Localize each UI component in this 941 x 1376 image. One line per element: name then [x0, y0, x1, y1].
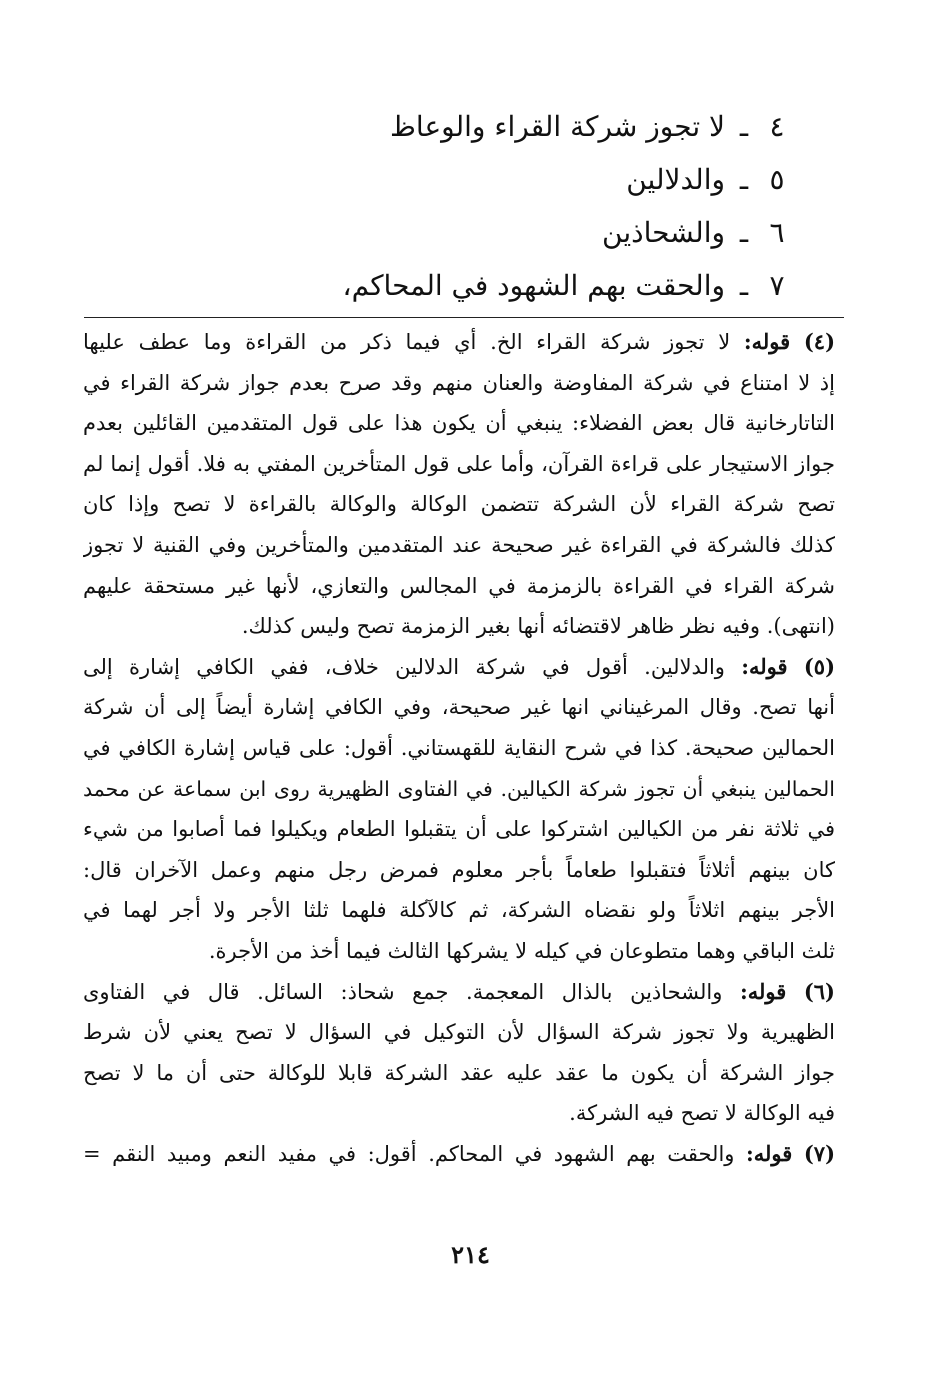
commentary-line: الظهيرية ولا تجوز شركة السؤال لأن التوكيل في السؤال لا تصح يعني لأن شرط	[83, 1020, 835, 1045]
commentary-line: كان بينهم أثلاثاً فتقبلوا طعاماً بأجر معلوم فمرض رجل منهم وعمل الآخران قال:	[83, 857, 835, 882]
matn-line-4	[291, 100, 791, 153]
commentary-line: (انتهى). وفيه نظر ظاهر لاقتضائه أنها بغير الزمزمة تصح وليس كذلك.	[241, 614, 835, 639]
matn-dash: ـ	[739, 269, 749, 302]
note-label: قوله:	[741, 653, 788, 679]
line-text: لا تجوز شركة القراء الخ. أي فيما ذكر من القراءة وما عطف عليها	[83, 330, 731, 354]
matn-number: ٥	[769, 163, 785, 196]
commentary-line: جواز الاستيجار على قراءة القرآن، وأما على قول المتأخرين المفتي به فلا. أقول إنما لم	[83, 451, 835, 476]
commentary-line	[83, 1134, 835, 1175]
matn-line-text: والشحاذين	[602, 216, 725, 249]
note-number: (٧)	[803, 1140, 835, 1166]
commentary-line: التاتارخانية قال بعض الفضلاء: ينبغي أن يكون هذا على قول المتقدمين القائلين بعدم	[83, 411, 835, 436]
note-label: قوله:	[745, 1140, 793, 1166]
page-number: ٢١٤	[451, 1240, 490, 1269]
commentary-paragraph-6	[83, 972, 835, 1134]
matn-line-text: لا تجوز شركة القراء والوعاظ	[390, 110, 725, 143]
commentary-line: إذ لا امتناع في شركة المفاوضة والعنان منهم وقد صرح بعدم جواز شركة القراء في	[83, 370, 835, 395]
matn-dash: ـ	[739, 110, 749, 143]
commentary-line: كذلك فالشركة في القراءة غير صحيحة عند المتقدمين والمتأخرين وفي القنية لا تجوز	[83, 532, 835, 557]
separator-rule	[84, 317, 844, 318]
matn-dash: ـ	[739, 216, 749, 249]
matn-line-7	[291, 259, 791, 312]
commentary-paragraph-4	[83, 322, 835, 647]
commentary	[83, 322, 835, 1174]
matn-number: ٤	[769, 110, 785, 143]
commentary-line	[83, 322, 835, 363]
commentary-line	[83, 972, 835, 1013]
commentary-paragraph-7	[83, 1134, 835, 1175]
commentary-line: فيه الوكالة لا تصح فيه الشركة.	[569, 1101, 835, 1126]
commentary-line: أنها تصح. وقال المرغيناني انها غير صحيحة، وفي الكافي إشارة أيضاً إلى أن شركة	[83, 695, 835, 720]
matn-number: ٦	[769, 216, 785, 249]
note-number: (٤)	[803, 329, 835, 354]
matn-line-text: والحقت بهم الشهود في المحاكم،	[342, 269, 725, 302]
matn-text	[291, 100, 791, 312]
line-text: والشحاذين بالذال المعجمة. جمع شحاذ: السائل. قال في الفتاوى	[83, 979, 723, 1004]
commentary-line: جواز الشركة أن يكون ما عقد عليه عقد الشركة قابلا للوكالة حتى أن ما لا تصح	[83, 1060, 835, 1085]
matn-number: ٧	[769, 269, 785, 302]
line-text: والحقت بهم الشهود في المحاكم. أقول: في مفيد النعم ومبيد النقم =	[83, 1141, 735, 1166]
commentary-line: الأجر بينهم اثلاثاً ولو نقضاه الشركة، ثم كالآكلة فلهما ثلثا الأجر ولا أجر لهما في	[83, 898, 835, 923]
note-label: قوله:	[739, 978, 787, 1004]
matn-line-5	[291, 153, 791, 206]
matn-line-text: والدلالين	[626, 163, 725, 196]
commentary-paragraph-5	[83, 647, 835, 972]
commentary-line: الحمالين ينبغي أن تجوز شركة الكيالين. في الفتاوى الظهيرية روى ابن سماعة عن محمد	[83, 776, 835, 801]
commentary-line: ثلث الباقي وهما متطوعان في كيله لا يشركها الثالث فيما أخذ من الأجرة.	[208, 938, 835, 963]
commentary-line: شركة القراء في القراءة بالزمزمة في المجالس والتعازي، لأنها غير مستحقة عليهم	[83, 573, 835, 598]
matn-dash: ـ	[739, 163, 749, 196]
commentary-line: تصح شركة القراء لأن الشركة تتضمن الوكالة والوكالة بالقراءة لا تصح وإذا كان	[83, 492, 835, 517]
commentary-line	[83, 647, 835, 688]
note-number: (٦)	[803, 978, 835, 1004]
note-label: قوله:	[743, 329, 791, 354]
note-number: (٥)	[803, 653, 835, 679]
commentary-line: الحمالين صحيحة. كذا في شرح النقاية للقهستاني. أقول: على قياس إشارة الكافي في	[83, 735, 835, 760]
line-text: والدلالين. أقول في شركة الدلالين خلاف، ففي الكافي إشارة إلى	[83, 654, 725, 679]
matn-line-6	[291, 206, 791, 259]
commentary-line: في ثلاثة نفر من الكيالين اشتركوا على أن يتقبلوا الطعام ويكيلوا فما أصابوا من شيء	[83, 817, 835, 842]
